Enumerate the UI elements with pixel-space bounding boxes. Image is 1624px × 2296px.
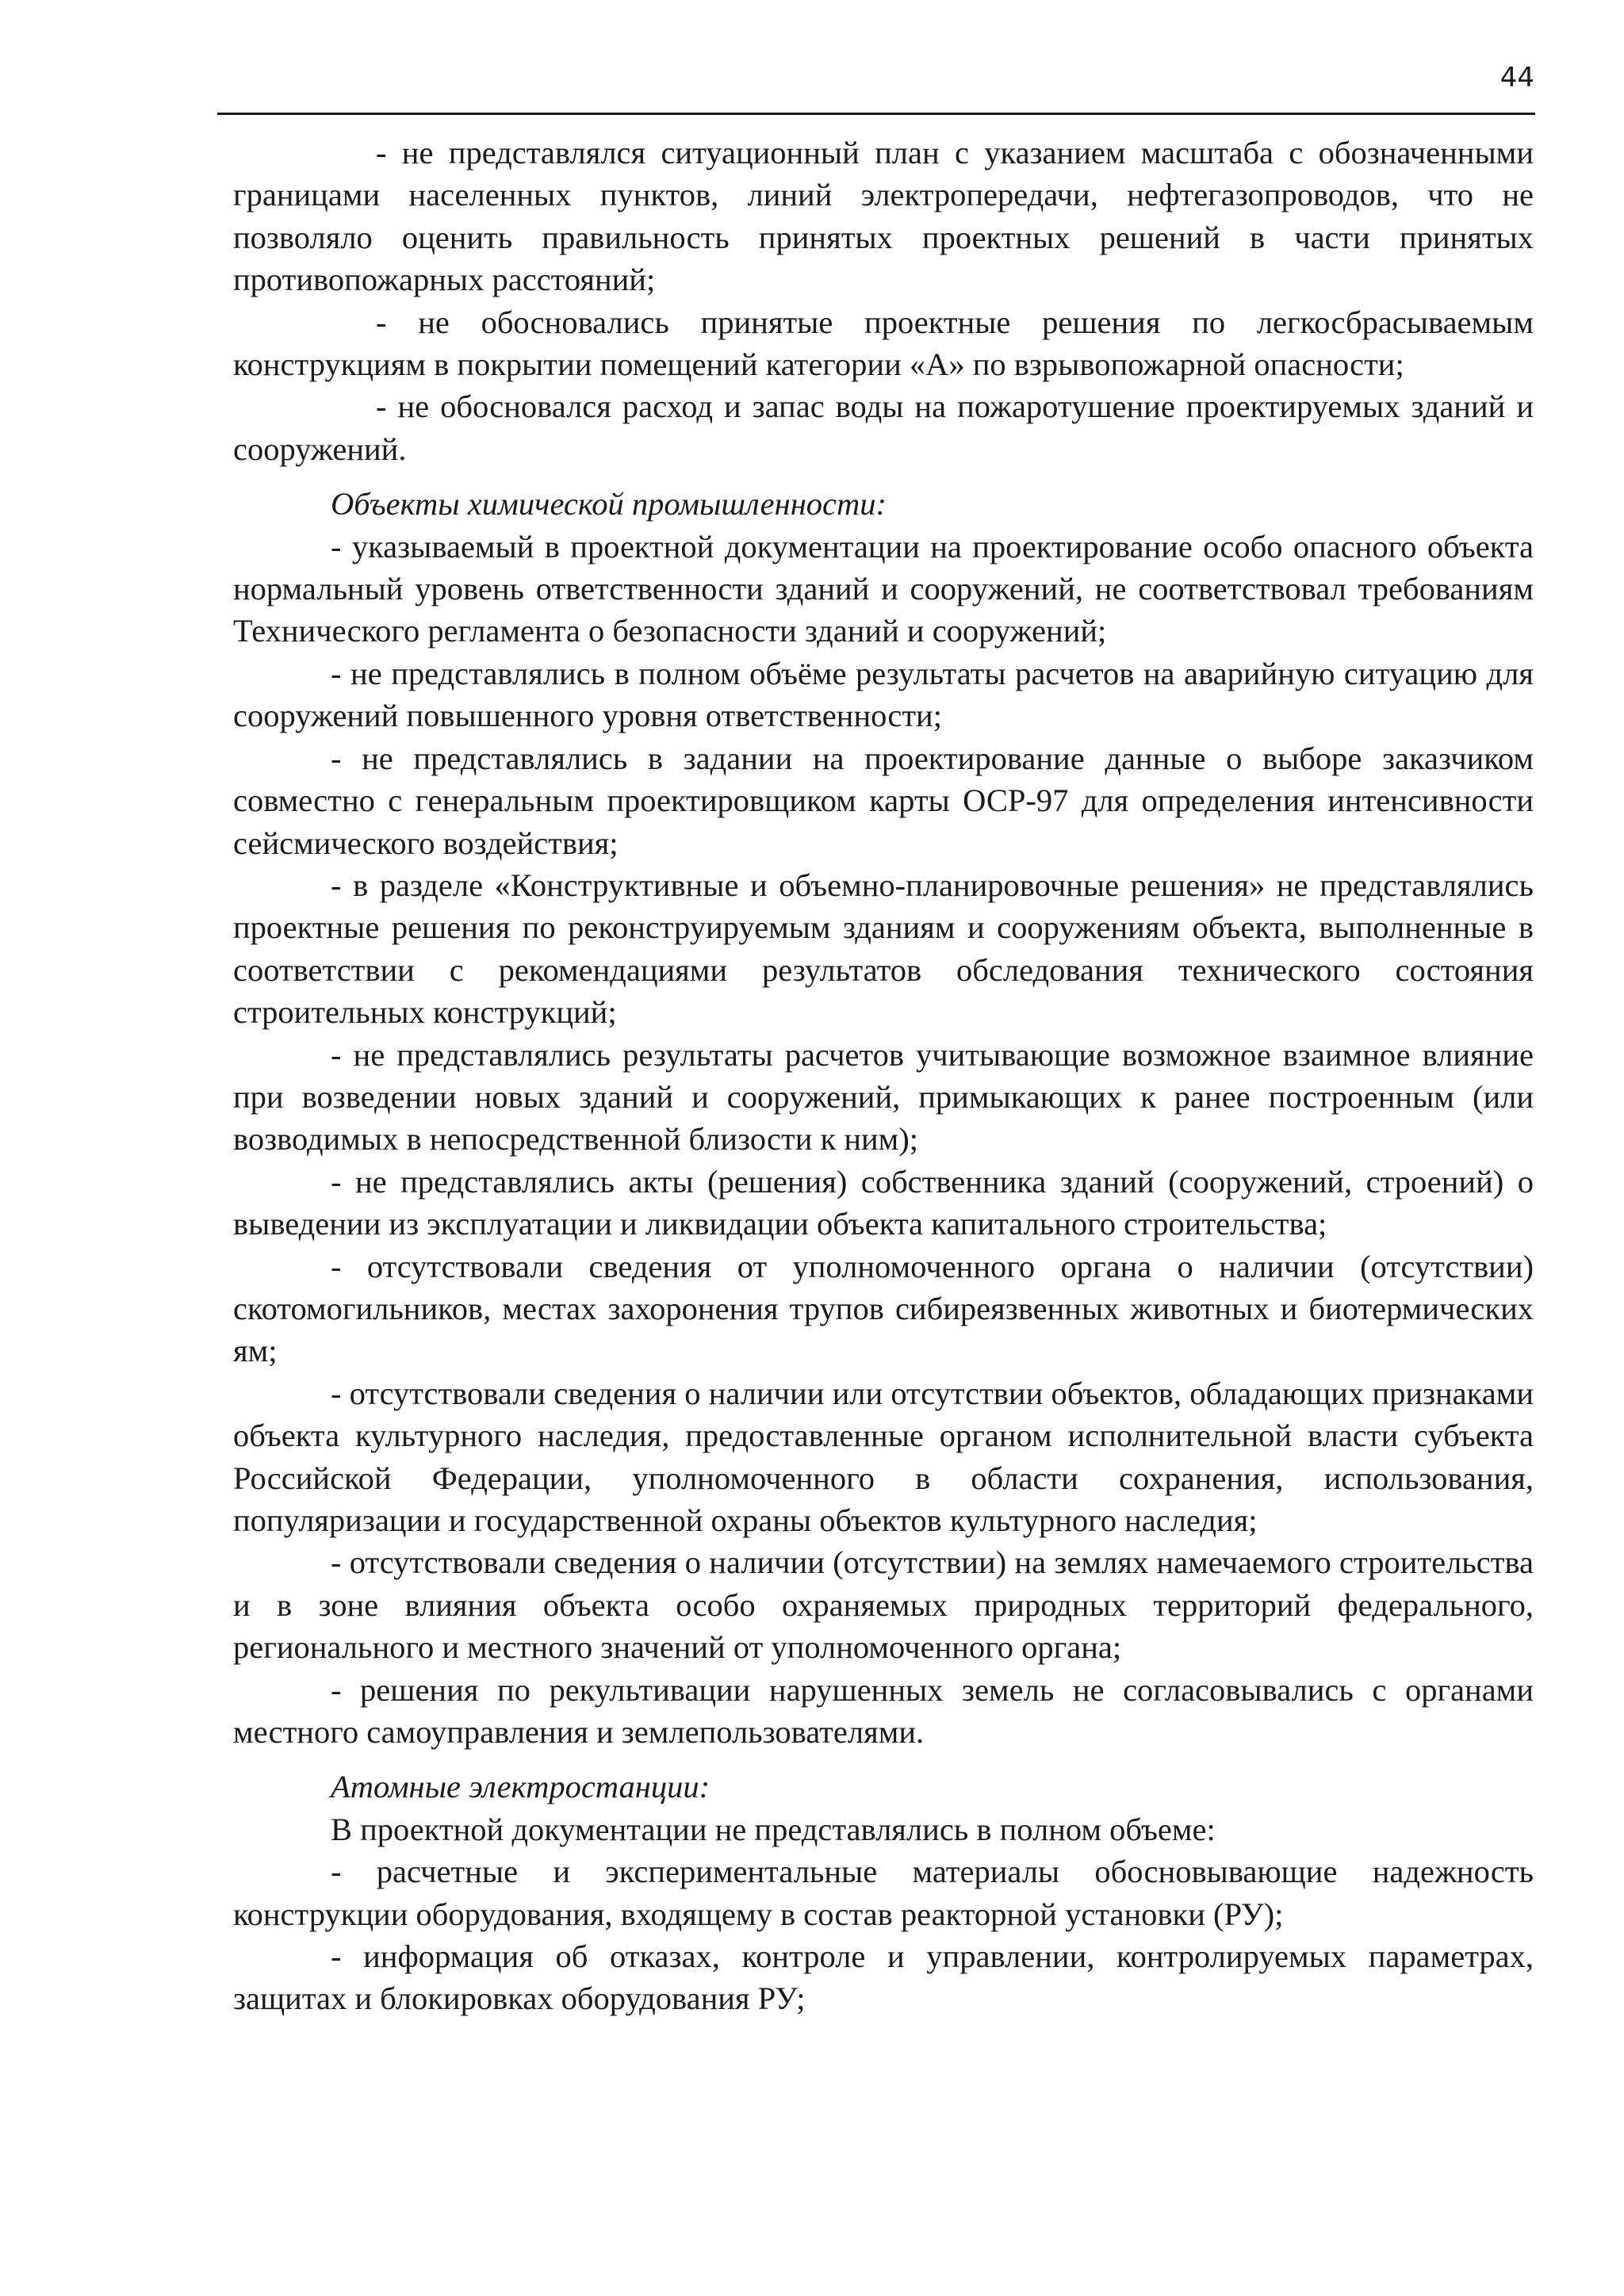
page-number: 44: [1500, 62, 1534, 94]
paragraph-blast-relief: - не обосновались принятые проектные решения по легкосбрасываемым конструкциям в покрытии помещений категории «А» по взрывопожарной опасности;: [233, 304, 1534, 383]
paragraph-cattle-burials: - отсутствовали сведения от уполномоченного органа о наличии (отсутствии) скотомогильников, местах захоронения трупов сибиреязвенных животных и биотермических ям;: [233, 1248, 1534, 1369]
paragraph-responsibility-level: - указываемый в проектной документации на проектирование особо опасного объекта нормальный уровень ответственности зданий и сооружений, не соответствовал требованиям Технического регламента о безопасности зданий и сооружений;: [233, 528, 1534, 649]
paragraph-equipment-reliability: - расчетные и экспериментальные материалы обосновывающие надежность конструкции оборудования, входящему в состав реакторной установки (РУ);: [233, 1854, 1534, 1932]
paragraph-nuclear-intro: В проектной документации не представлялись в полном объеме:: [331, 1811, 1216, 1847]
heading-nuclear-plants: Атомные электростанции:: [331, 1769, 710, 1805]
paragraph-failure-info: - информация об отказах, контроле и управлении, контролируемых параметрах, защитах и блокировках оборудования РУ;: [233, 1938, 1534, 2017]
paragraph-cultural-heritage: - отсутствовали сведения о наличии или отсутствии объектов, обладающих признаками объекта культурного наследия, предоставленные органом исполнительной власти субъекта Российской Федерации, уполномоченного в области сохранения, использования, популяризации и государственной охраны объектов культурного наследия;: [233, 1375, 1534, 1538]
paragraph-structural-solutions: - в разделе «Конструктивные и объемно-планировочные решения» не представлялись проектные решения по реконструируемым зданиям и сооружениям объекта, выполненные в соответствии с рекомендациями результатов обследования технического состояния строительных конструкций;: [233, 867, 1534, 1031]
heading-chemical-industry: Объекты химической промышленности:: [331, 486, 887, 522]
paragraph-land-recultivation: - решения по рекультивации нарушенных земель не согласовывались с органами местного самоуправления и землепользователями.: [233, 1671, 1534, 1751]
paragraph-site-plan: - не представлялся ситуационный план с указанием масштаба с обозначенными границами населенных пунктов, линий электропередачи, нефтегазопроводов, что не позволяло оценить правильность принятых проектных решений в части принятых противопожарных расстояний;: [233, 135, 1534, 298]
header-rule: [217, 113, 1535, 115]
paragraph-emergency-calc: - не представлялись в полном объёме результаты расчетов на аварийную ситуацию для сооружений повышенного уровня ответственности;: [233, 655, 1534, 734]
paragraph-seismic-map: - не представлялись в задании на проектирование данные о выборе заказчиком совместно с генеральным проектировщиком карты ОСР-97 для определения интенсивности сейсмического воздействия;: [233, 740, 1534, 861]
paragraph-decommission-acts: - не представлялись акты (решения) собственника зданий (сооружений, строений) о выведении из эксплуатации и ликвидации объекта капитального строительства;: [233, 1163, 1534, 1242]
paragraph-protected-areas: - отсутствовали сведения о наличии (отсутствии) на землях намечаемого строительства и в зоне влияния объекта особо охраняемых природных территорий федерального, регионального и местного значений от уполномоченного органа;: [233, 1544, 1534, 1666]
paragraph-mutual-influence: - не представлялись результаты расчетов учитывающие возможное взаимное влияние при возведении новых зданий и сооружений, примыкающих к ранее построенным (или возводимых в непосредственной близости к ним);: [233, 1036, 1534, 1158]
paragraph-water-supply: - не обосновался расход и запас воды на пожаротушение проектируемых зданий и сооружений.: [233, 388, 1534, 467]
document-body: [233, 132, 1534, 2020]
